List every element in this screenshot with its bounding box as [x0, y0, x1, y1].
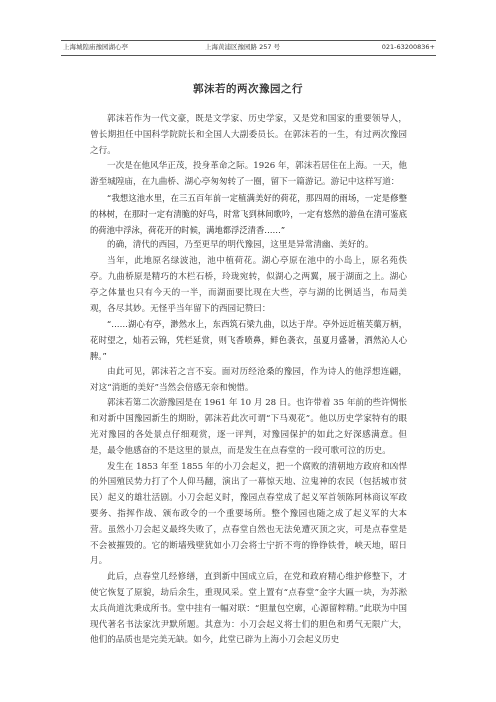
- header-address: 上海黄浦区豫园路 257 号: [205, 43, 281, 51]
- paragraph: 发生在 1853 年至 1855 年的小刀会起义，把一个腐败的清朝地方政府和凶悍的外国殖民势力打了个人仰马翻，演出了一幕惊天地、泣鬼神的农民（包括城市贫民）起义的雄壮活剧。小刀会起义时，豫园点春堂成了起义军首领陈阿林商议军政要务、指挥作战、颁布政令的一个重要场所。整个豫园也随之成了起义军的大本营。虽然小刀会起义最终失败了，点春堂自然也无法免遭灭顶之灾，可是点春堂是不会被摧毁的。它的断墙残壁犹如小刀会将士宁折不弯的铮铮铁骨，峡天地，昭日月。: [90, 461, 407, 567]
- paragraph: 由此可见，郭沫若之言不妄。面对历经沧桑的豫园，作为诗人的他浮想连翩，对这“消逝的美好”当然会倍感无奈和惋惜。: [90, 366, 407, 393]
- quote-paragraph: “我想这池水里，在三五百年前一定植满美好的荷花，那四周的雨场，一定是修整的林树，在那时一定有清脆的好鸟，时常飞到林间歌吟，一定有悠然的游鱼在清可鉴底的荷池中浮泳，荷花开的时候，满地都浮泛清香……”: [90, 192, 407, 235]
- article-title: 郭沫若的两次豫园之行: [193, 83, 303, 95]
- header-location: 上海城隍庙豫园湖心亭: [63, 43, 128, 51]
- paragraph: 郭沫若第二次游豫园是在 1961 年 10 月 28 日。也许带着 35 年前的些许惆怅和对新中国豫园新生的期盼，郭沫若此次可谓“下马观花”。他以历史学家特有的眼光对豫园的各处景点仔细观赏，逐一评判，对豫园保护的如此之好深感满意。但是，最令他感奋的不是这里的景点，而是发生在点春堂的一段可歌可泣的历史。: [90, 398, 407, 456]
- paragraph: 的确，清代的西园，乃至更早的明代豫园，这里是异常清幽、美好的。: [107, 240, 374, 251]
- paragraph: 郭沫若作为一代文豪，既是文学家、历史学家，又是党和国家的重要领导人，曾长期担任中国科学院院长和全国人大副委员长。在郭沫若的一生，有过两次豫园之行。: [90, 114, 407, 156]
- paragraph: 一次是在他风华正茂，投身革命之际。1926 年，郭沫若居住在上海。一天，他游至城隍庙，在九曲桥、湖心亭匆匆转了一圈，留下一篇游记。游记中这样写道：: [90, 161, 407, 188]
- article-body: [90, 112, 407, 649]
- paragraph: 此后，点春堂几经修缮，直到新中国成立后，在党和政府精心维护修整下，才使它恢复了原貌，劫后余生，重现风采。堂上置有“点春堂”金字大匾一块，为苏淞太兵尚道沈秉成所书。堂中挂有一幅对联：“胆量包空廓，心源留粹精。”此联为中国现代著名书法家沈尹默所题。其意为：小刀会起义将士们的胆色和勇气无限广大，他们的品质也是完美无缺。如今，此堂已辟为上海小刀会起义历史: [90, 572, 407, 646]
- header-phone: 021-63200836+: [381, 43, 435, 51]
- quote-paragraph: “……湖心有亭，渺然水上，东西筑石梁九曲，以达于岸。亭外远近植芙蕖万柄，花时望之，灿若云锦，凭栏延赏，则飞香喷鼻，鲜色袭衣，虽夏月盛暑，洒然沁人心脾。”: [90, 319, 407, 361]
- page-header: [61, 40, 436, 56]
- paragraph: 当年，此地原名绿波池，池中植荷花。湖心亭原在池中的小岛上，原名苑佚亭。九曲桥原是精巧的木栏石桥，玲珑宛转，似湖心之两翼，展于湖面之上。湖心亭之体量也只有今天的一半，而湖面要比现在大些，亭与湖的比例适当，布局美观，各尽其妙。无怪乎当年留下的西园记赞曰：: [90, 256, 407, 314]
